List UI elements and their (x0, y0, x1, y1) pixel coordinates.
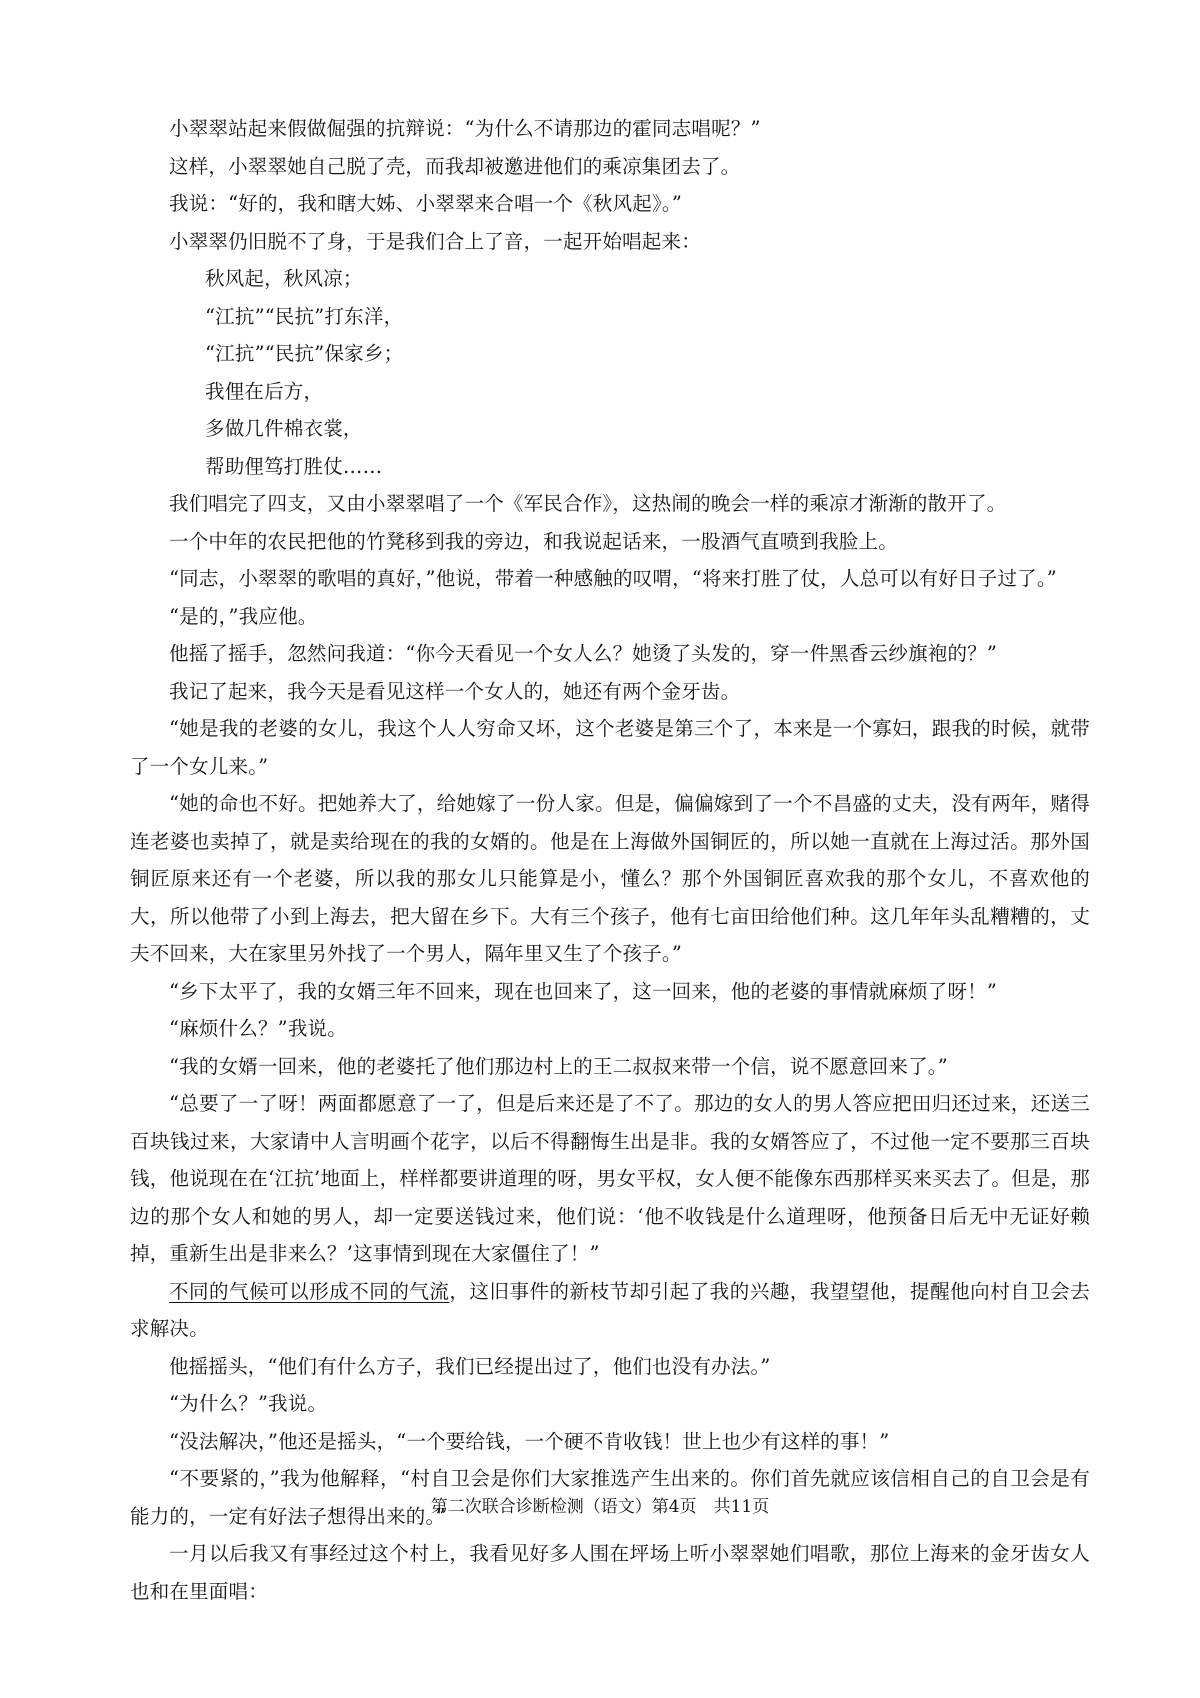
paragraph-text: “为什么？”我说。 (169, 1392, 328, 1415)
verse-line (130, 410, 1090, 448)
paragraph-text: “同志，小翠翠的歌唱的真好，”他说，带着一种感触的叹喟，“将来打胜了仗，人总可以有好日子过了。” (169, 567, 1057, 590)
paragraph-text: 帮助俚笃打胜仗…… (205, 454, 383, 478)
verse-line (130, 298, 1090, 336)
page-footer: 第二次联合诊断检测（语文）第4页 共11页 (430, 1497, 770, 1517)
paragraph (130, 485, 1090, 523)
paragraph (130, 1273, 1090, 1348)
paragraph-text: 一个中年的农民把他的竹凳移到我的旁边，和我说起话来，一股酒气直喷到我脸上。 (169, 529, 898, 553)
paragraph (130, 1010, 1090, 1048)
paragraph-text: 小翠翠站起来假做倔强的抗辩说：“为什么不请那边的霍同志唱呢？” (169, 117, 761, 140)
paragraph (130, 673, 1090, 711)
paragraph-text: 一月以后我又有事经过这个村上，我看见好多人围在坪场上听小翠翠她们唱歌，那位上海来的金牙齿女人也和在里面唱： (130, 1542, 1090, 1603)
paragraph (130, 1535, 1090, 1610)
verse-line (130, 335, 1090, 373)
paragraph (130, 635, 1090, 673)
paragraph-text: ，这旧事件的新枝节却引起了我的兴趣，我望望他，提醒他向村自卫会去求解决。 (130, 1279, 1090, 1340)
paragraph (130, 1048, 1090, 1086)
paragraph (130, 223, 1090, 261)
paragraph-text: “麻烦什么？”我说。 (169, 1017, 347, 1040)
paragraph (130, 1423, 1090, 1461)
paragraph (130, 785, 1090, 973)
paragraph-text: 我俚在后方， (205, 379, 324, 403)
paragraph (130, 973, 1090, 1011)
paragraph (130, 110, 1090, 148)
paragraph-text: 我说：“好的，我和瞎大姊、小翠翠来合唱一个《秋风起》。” (169, 192, 683, 215)
paragraph (130, 710, 1090, 785)
reading-passage (130, 110, 1090, 1610)
paragraph-text: “总要了一了呀！两面都愿意了一了，但是后来还是了不了。那边的女人的男人答应把田归还过来，还送三百块钱过来，大家请中人言明画个花字，以后不得翻悔生出是非。我的女婿答应了，不过他一定不要那三百块钱，他说现在在‘江抗’地面上，样样都要讲道理的呀，男女平权，女人便不能像东西那样买来买去了。但是，那边的那个女人和她的男人，却一定要送钱过来，他们说：‘他不收钱是什么道理呀，他预备日后无中无证好赖掉，重新生出是非来么？’这事情到现在大家僵住了！” (130, 1092, 1090, 1265)
paragraph (130, 598, 1090, 636)
verse-line (130, 448, 1090, 486)
paragraph-text: 我记了起来，我今天是看见这样一个女人的，她还有两个金牙齿。 (169, 679, 741, 703)
verse-line (130, 373, 1090, 411)
paragraph-text: “没法解决，”他还是摇头，“一个要给钱，一个硬不肯收钱！世上也少有这样的事！” (169, 1429, 890, 1453)
underlined-phrase: 不同的气候可以形成不同的气流 (169, 1279, 450, 1303)
paragraph-text: 这样，小翠翠她自己脱了壳，而我却被邀进他们的乘凉集团去了。 (169, 154, 741, 178)
paragraph-text: 我们唱完了四支，又由小翠翠唱了一个《军民合作》，这热闹的晚会一样的乘凉才渐渐的散开了。 (169, 492, 1007, 515)
paragraph (130, 1385, 1090, 1423)
verse-line (130, 260, 1090, 298)
paragraph (130, 148, 1090, 186)
paragraph-text: 秋风起，秋风凉； (205, 267, 363, 290)
paragraph-text: “江抗”“民抗”打东洋， (205, 304, 404, 328)
paragraph-text: “她是我的老婆的女儿，我这个人人穷命又坏，这个老婆是第三个了，本来是一个寡妇，跟我的时候，就带了一个女儿来。” (130, 717, 1090, 778)
paragraph (130, 560, 1090, 598)
paragraph-text: 他摇摇头，“他们有什么方子，我们已经提出过了，他们也没有办法。” (169, 1354, 771, 1378)
paragraph-text: “是的，”我应他。 (169, 604, 318, 628)
paragraph (130, 1348, 1090, 1386)
paragraph (130, 185, 1090, 223)
paragraph-text: 小翠翠仍旧脱不了身，于是我们合上了音，一起开始唱起来： (169, 229, 701, 253)
paragraph-text: “她的命也不好。把她养大了，给她嫁了一份人家。但是，偏偏嫁到了一个不昌盛的丈夫，没有两年，赌得连老婆也卖掉了，就是卖给现在的我的女婿的。他是在上海做外国铜匠的，所以她一直就在上海过活。那外国铜匠原来还有一个老婆，所以我的那女儿只能算是小，懂么？那个外国铜匠喜欢我的那个女儿，不喜欢他的大，所以他带了小到上海去，把大留在乡下。大有三个孩子，他有七亩田给他们种。这几年年头乱糟糟的，丈夫不回来，大在家里另外找了一个男人，隔年里又生了个孩子。” (130, 792, 1090, 965)
paragraph (130, 1085, 1090, 1273)
paragraph-text: “江抗”“民抗”保家乡； (205, 342, 404, 365)
paragraph (130, 523, 1090, 561)
paragraph-text: 多做几件棉衣裳， (205, 417, 363, 440)
paragraph-text: “我的女婿一回来，他的老婆托了他们那边村上的王二叔叔来带一个信，说不愿意回来了。” (169, 1054, 948, 1078)
paragraph-text: “不要紧的，”我为他解释，“村自卫会是你们大家推选产生出来的。你们首先就应该信相自己的自卫会是有能力的，一定有好法子想得出来的。” (130, 1467, 1090, 1528)
paragraph-text: 他摇了摇手，忽然问我道：“你今天看见一个女人么？她烫了头发的，穿一件黑香云纱旗袍的？” (169, 642, 998, 665)
paragraph-text: “乡下太平了，我的女婿三年不回来，现在也回来了，这一回来，他的老婆的事情就麻烦了呀！” (169, 979, 998, 1003)
